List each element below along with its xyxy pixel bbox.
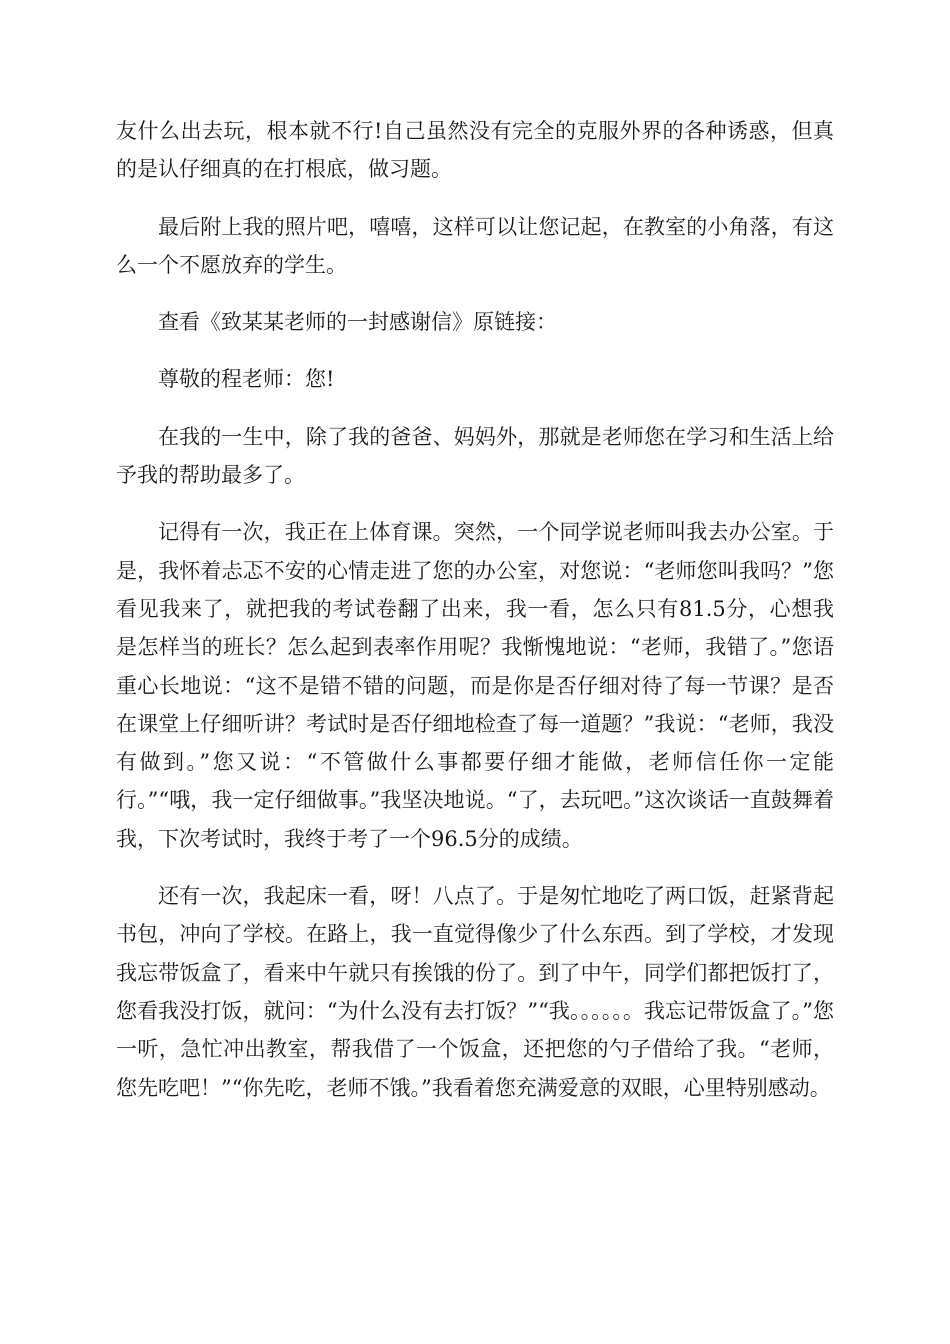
letter-salutation: 尊敬的程老师：您! xyxy=(158,367,335,392)
paragraph-source-link: 查看《致某某老师的一封感谢信》原链接： xyxy=(158,310,557,335)
paragraph-continuation: 友什么出去玩，根本就不行!自己虽然没有完全的克服外界的各种诱惑，但真的是认仔细真的在打根底，做习题。 xyxy=(116,119,834,182)
paragraph-photo-note: 最后附上我的照片吧，嘻嘻，这样可以让您记起，在教室的小角落，有这么一个不愿放弃的学生。 xyxy=(116,214,834,277)
paragraph-intro: 在我的一生中，除了我的爸爸、妈妈外，那就是老师您在学习和生活上给予我的帮助最多了。 xyxy=(116,424,834,488)
paragraph-exam-story: 记得有一次，我正在上体育课。突然，一个同学说老师叫我去办公室。于是，我怀着忐忑不安的心情走进了您的办公室，对您说：“老师您叫我吗？”您看见我来了，就把我的考试卷翻了出来，我一看，怎么只有81.5分，心想我是怎样当的班长？怎么起到表率作用呢？我惭愧地说：“老师，我错了。”您语重心长地说：“这不是错不错的问题，而是你是否仔细对待了每一节课？是否在课堂上仔细听讲？考试时是否仔细地检查了每一道题？”我说：“老师，我没有做到。”您又说：“不管做什么事都要仔细才能做，老师信任你一定能行。”“哦，我一定仔细做事。”我坚决地说。“了，去玩吧。”这次谈话一直鼓舞着我，下次考试时，我终于考了一个96.5分的成绩。 xyxy=(116,520,834,851)
document-body xyxy=(116,112,834,1126)
paragraph-lunchbox-story: 还有一次，我起床一看，呀！八点了。于是匆忙地吃了两口饭，赶紧背起书包，冲向了学校。在路上，我一直觉得像少了什么东西。到了学校，才发现我忘带饭盒了，看来中午就只有挨饿的份了。到了中午，同学们都把饭打了，您看我没打饭，就问：“为什么没有去打饭？”“我。。。。。。我忘记带饭盒了。”您一听，急忙冲出教室，帮我借了一个饭盒，还把您的勺子借给了我。“老师，您先吃吧！”“你先吃，老师不饿。”我看着您充满爱意的双眼，心里特别感动。 xyxy=(116,884,834,1100)
